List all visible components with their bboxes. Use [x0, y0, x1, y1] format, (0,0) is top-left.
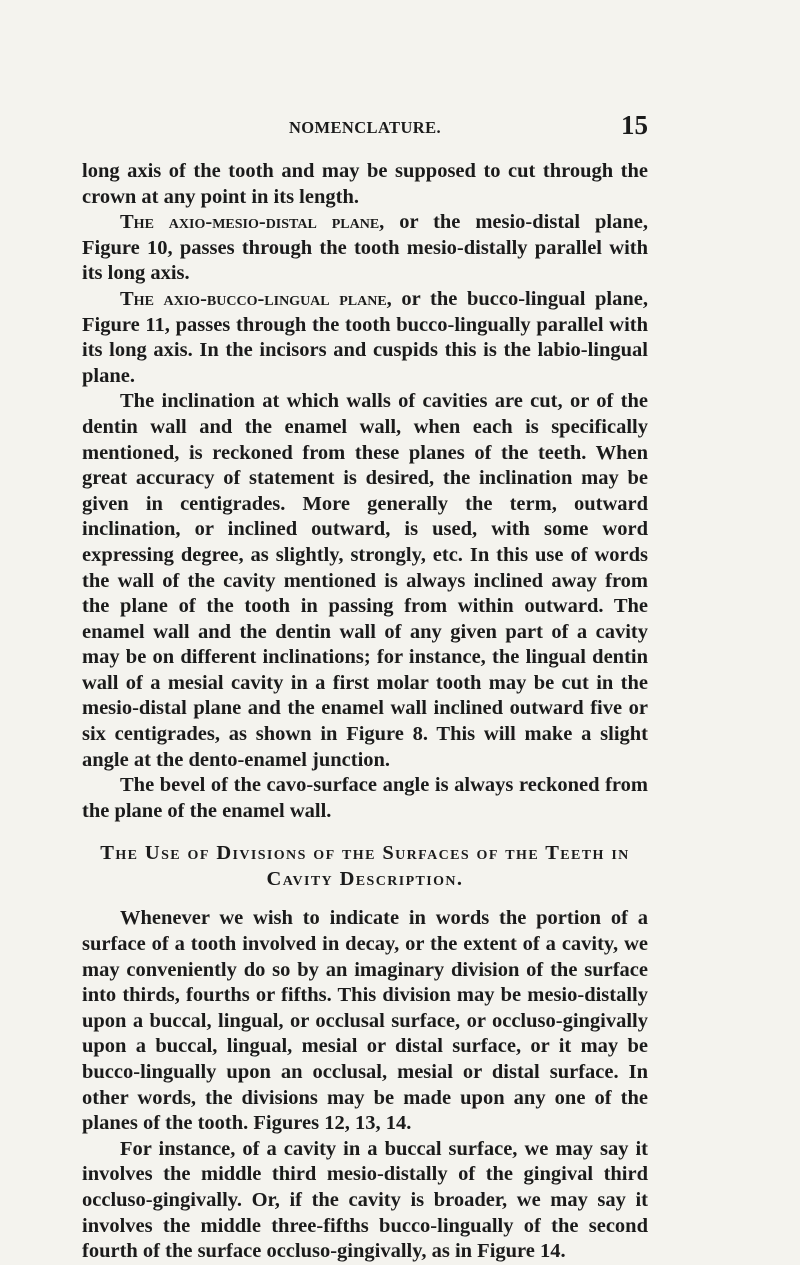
- section-heading: [82, 840, 648, 892]
- paragraph-bucco-lingual-plane: [82, 287, 648, 389]
- paragraph-divisions: Whenever we wish to indicate in words the portion of a surface of a tooth involved in decay, or the extent of a cavity, we may conveniently do so by an imaginary division of the surface into thirds, fourths or fifths. This division may be mesio-distally upon a buccal, lingual, or occlusal surface, or occluso-gingivally upon a buccal, lingual, mesial or distal surface, or it may be bucco-lingually upon an occlusal, mesial or distal surface. In other words, the divisions may be made upon any one of the planes of the tooth. Figures 12, 13, 14.: [82, 907, 648, 1135]
- page-number: 15: [621, 110, 648, 140]
- body-text: [82, 159, 648, 1265]
- paragraph-example: For instance, of a cavity in a buccal surface, we may say it involves the middle third mesio-distally of the gingival third occluso-gingivally. Or, if the cavity is broader, we may say it involves the middle three-fifths bucco-lingually of the second fourth of the surface occluso-gingivally, as in Figure 14.: [82, 1137, 648, 1263]
- term-axio-bucco-lingual-plane: The axio-bucco-lingual plane,: [120, 287, 392, 310]
- section-heading-line-1: The Use of Divisions of the Surfaces of the Teeth in: [100, 842, 630, 865]
- paragraph-mesio-distal-plane: [82, 210, 648, 287]
- paragraph-continuation: long axis of the tooth and may be supposed to cut through the crown at any point in its length.: [82, 160, 648, 208]
- running-title: NOMENCLATURE.: [288, 118, 442, 137]
- section-heading-line-2: Cavity Description.: [266, 868, 464, 891]
- paragraph-text: or the bucco-lingual plane, Figure 11, passes through the tooth bucco-lingually parallel with its long axis. In the incisors and cuspids this is the labio-lingual plane.: [82, 287, 648, 387]
- term-axio-mesio-distal-plane: The axio-mesio-distal plane,: [120, 211, 385, 234]
- running-head: [82, 110, 648, 144]
- paragraph-text: or the mesio-distal plane, Figure 10, passes through the tooth mesio-distally parallel with its long axis.: [82, 211, 648, 285]
- paragraph-bevel: The bevel of the cavo-surface angle is always reckoned from the plane of the enamel wall.: [82, 774, 648, 822]
- paragraph-inclination: The inclination at which walls of cavities are cut, or of the dentin wall and the enamel wall, when each is specifically mentioned, is reckoned from these planes of the teeth. When great accuracy of statement is desired, the inclination may be given in centigrades. More generally the term, outward inclination, or inclined outward, is used, with some word expressing degree, as slightly, strongly, etc. In this use of words the wall of the cavity mentioned is always inclined away from the plane of the tooth in passing from within outward. The enamel wall and the dentin wall of any given part of a cavity may be on different inclinations; for instance, the lingual dentin wall of a mesial cavity in a first molar tooth may be cut in the mesio-distal plane and the enamel wall inclined outward five or six centigrades, as shown in Figure 8. This will make a slight angle at the dento-enamel junction.: [82, 390, 648, 771]
